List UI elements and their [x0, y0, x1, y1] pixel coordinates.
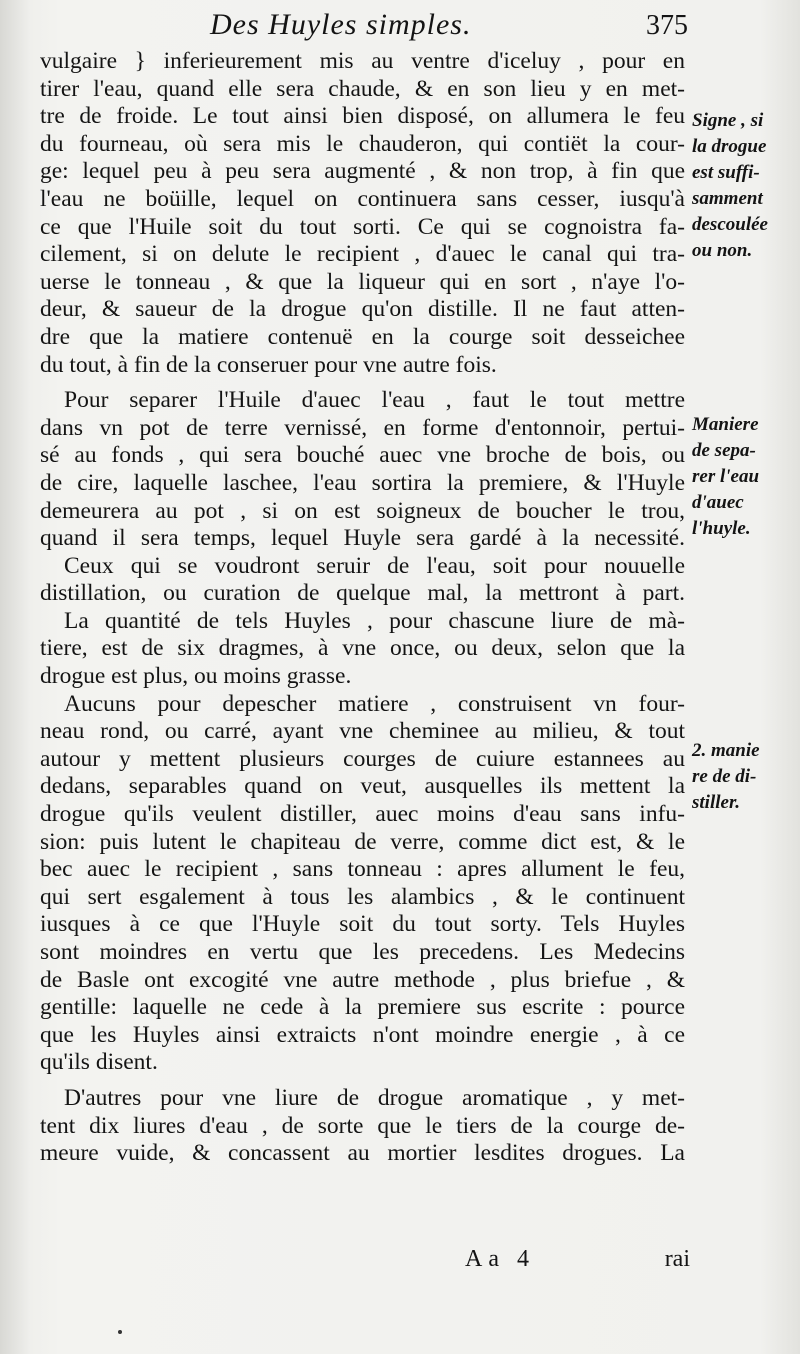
text-line: demeurera au pot , si on est soigneux de boucher le trou,	[40, 497, 685, 524]
text-line: distillation, ou curation de quelque mal, la mettront à part.	[40, 580, 685, 607]
text-line: cilement, si on delute le recipient , d'auec le canal qui tra-	[40, 241, 685, 268]
text-line: qui sert esgalement à tous les alambics , & le continuent	[40, 883, 685, 910]
margin-note-line: stiller.	[692, 792, 741, 813]
text-line: tre de froide. Le tout ainsi bien disposé, on allumera le feu	[40, 103, 685, 130]
text-line: sé au fonds , qui sera bouché auec vne broche de bois, ou	[40, 442, 685, 469]
margin-note-line: Signe , si	[692, 110, 764, 131]
paragraph-end-line: drogue est plus, ou moins grasse.	[40, 663, 352, 690]
margin-note-line: l'huyle.	[692, 518, 751, 539]
text-line: dedans, separables quand on veut, ausquelles ils mettent la	[40, 773, 685, 800]
page-header	[40, 8, 690, 48]
text-line: dans vn pot de terre vernissé, en forme d'entonnoir, pertui-	[40, 414, 685, 441]
margin-note-separate	[692, 412, 798, 542]
paragraph-first-line: Pour separer l'Huile d'auec l'eau , faut le tout mettre	[64, 387, 685, 414]
text-line: iusques à ce que l'Huyle soit du tout sorty. Tels Huyles	[40, 911, 685, 938]
text-line: tent dix liures d'eau , de sorte que le tiers de la courge de-	[40, 1112, 685, 1139]
text-line: vulgaire } inferieurement mis au ventre d'iceluy , pour en	[40, 48, 685, 74]
margin-note-line: ou non.	[692, 240, 753, 261]
paragraph-first-line: Aucuns pour depescher matiere , construisent vn four-	[64, 690, 685, 717]
text-line: sion: puis lutent le chapiteau de verre, comme dict est, & le	[40, 828, 685, 855]
margin-note-sign	[692, 108, 798, 264]
text-line: du fourneau, où sera mis le chauderon, qui contiët la cour-	[40, 130, 685, 157]
text-line: bec auec le recipient , sans tonneau : apres allument le feu,	[40, 856, 685, 883]
margin-note-line: re de di-	[692, 766, 757, 787]
page-number: 375	[646, 10, 688, 41]
margin-note-line: rer l'eau	[692, 466, 760, 487]
ink-speck	[118, 1330, 122, 1334]
catchword: rai	[664, 1246, 690, 1272]
signature-mark: Aa 4	[465, 1246, 535, 1272]
margin-note-line: 2. manie	[692, 740, 760, 761]
margin-note-line: d'auec	[692, 492, 744, 513]
margin-note-line: samment	[692, 188, 763, 209]
text-line: ce que l'Huile soit du tout sorti. Ce qui se cognoistra fa-	[40, 213, 685, 240]
text-line: meure vuide, & concassent au mortier lesdites drogues. La	[40, 1140, 685, 1167]
body-text	[40, 48, 685, 1168]
text-line: que les Huyles ainsi extraicts n'ont moindre energie , à ce	[40, 1021, 685, 1048]
text-line: uerse le tonneau , & que la liqueur qui en sort , n'aye l'o-	[40, 268, 685, 295]
margin-note-distill	[692, 738, 798, 816]
text-line: autour y mettent plusieurs courges de cuiure estannees au	[40, 745, 685, 772]
text-line: l'eau ne boüille, lequel on continuera sans cesser, iusqu'à	[40, 185, 685, 212]
text-line: dre que la matiere contenuë en la courge soit desseichee	[40, 323, 685, 350]
text-line: de Basle ont excogité vne autre methode , plus briefue , &	[40, 966, 685, 993]
page-footer	[40, 1246, 690, 1286]
paragraph-end-line: qu'ils disent.	[40, 1049, 158, 1076]
paragraph-first-line: D'autres pour vne liure de drogue aromatique , y met-	[64, 1084, 685, 1111]
text-line: de cire, laquelle laschee, l'eau sortira la premiere, & l'Huyle	[40, 469, 685, 496]
text-line: sont moindres en vertu que les precedens. Les Medecins	[40, 939, 685, 965]
margin-note-line: de sepa-	[692, 440, 756, 461]
text-line: tirer l'eau, quand elle sera chaude, & en son lieu y en met-	[40, 75, 685, 102]
text-line: gentille: laquelle ne cede à la premiere sus escrite : pource	[40, 994, 685, 1021]
text-line: ge: lequel peu à peu sera augmenté , & non trop, à fin que	[40, 158, 685, 185]
margin-note-line: Maniere	[692, 414, 759, 435]
margin-note-line: est suffi-	[692, 162, 760, 183]
text-line: deur, & saueur de la drogue qu'on distille. Il ne faut atten-	[40, 296, 685, 323]
paragraph-first-line: Ceux qui se voudront seruir de l'eau, soit pour nouuelle	[64, 552, 685, 579]
paragraph-end-line: du tout, à fin de la conseruer pour vne autre fois.	[40, 351, 497, 378]
paragraph-first-line: La quantité de tels Huyles , pour chascune liure de mà-	[64, 607, 685, 634]
text-line: quand il sera temps, lequel Huyle sera gardé à la necessité.	[40, 525, 685, 552]
text-line: drogue qu'ils veulent distiller, auec moins d'eau sans infu-	[40, 801, 685, 828]
text-line: tiere, est de six dragmes, à vne once, ou deux, selon que la	[40, 635, 685, 662]
text-line: neau rond, ou carré, ayant vne cheminee au milieu, & tout	[40, 718, 685, 745]
margin-note-line: descoulée	[692, 214, 768, 235]
running-title: Des Huyles simples.	[210, 8, 472, 41]
margin-note-line: la drogue	[692, 136, 767, 157]
